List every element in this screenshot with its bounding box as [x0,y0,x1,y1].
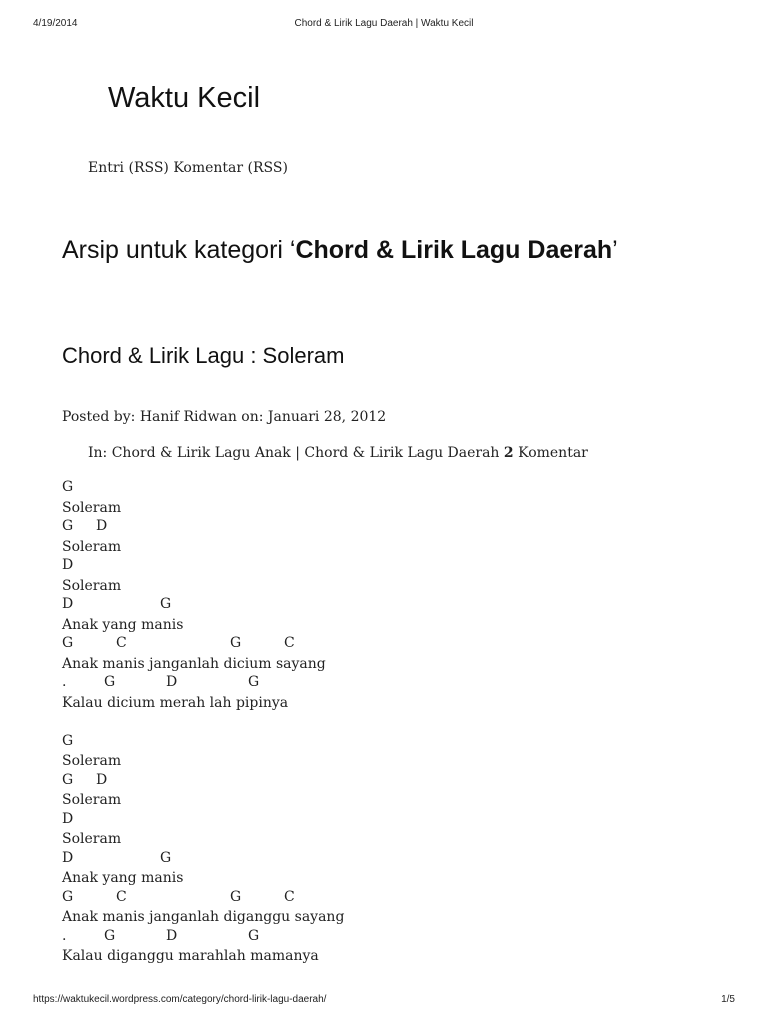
chord: D [96,771,108,788]
lyric-line: Anak yang manis [62,870,184,886]
lyric-line: Soleram [62,831,122,847]
lyric-line: Anak yang manis [62,616,184,633]
chord: G [62,732,74,749]
chord: G [62,888,74,905]
lyric-line: Soleram [62,538,122,555]
chord: D [62,596,74,612]
chord: D [62,810,74,827]
lyrics-body [62,479,344,967]
comment-label[interactable]: Komentar [513,445,588,461]
verse-2 [62,733,344,967]
chord-line [62,772,344,792]
post-title[interactable]: Chord & Lirik Lagu : Soleram [62,343,345,368]
print-url: https://waktukecil.wordpress.com/category/chord-lirik-lagu-daerah/ [33,994,327,1005]
lyric-line: Soleram [62,499,122,516]
lyric-line: Soleram [62,792,122,808]
chord-line [62,596,344,616]
post-categories-links[interactable]: In: Chord & Lirik Lagu Anak | Chord & Lirik Lagu Daerah [88,445,504,461]
print-footer [0,994,768,1008]
chord: C [284,635,295,651]
verse-1 [62,479,344,713]
chord: G [62,771,74,788]
chord: G [104,927,116,944]
chord-line [62,889,344,909]
print-page-title: Chord & Lirik Lagu Daerah | Waktu Kecil [294,18,474,29]
chord-line [62,557,344,577]
feed-links[interactable]: Entri (RSS) Komentar (RSS) [88,160,288,176]
chord-line [62,850,344,870]
chord: . [62,927,67,944]
chord: G [104,674,116,690]
chord: G [160,849,172,866]
archive-title-suffix: ’ [612,236,618,264]
chord: C [116,635,127,651]
lyric-line: Soleram [62,753,122,769]
archive-title [62,236,618,265]
lyric-line: Kalau diganggu marahlah mamanya [62,948,319,964]
chord: C [116,888,127,905]
chord: C [284,888,295,905]
lyric-line: Anak manis janganlah diganggu sayang [62,909,345,925]
lyric-line: Soleram [62,577,122,594]
chord-line [62,635,344,655]
chord-line [62,811,344,831]
archive-title-prefix: Arsip untuk kategori ‘ [62,236,296,264]
post-meta: Posted by: Hanif Ridwan on: Januari 28, 2012 [62,409,387,425]
chord: G [248,927,260,944]
chord: D [62,557,74,573]
chord: G [230,635,242,651]
chord: G [160,596,172,612]
chord: G [62,479,74,495]
chord: D [166,927,178,944]
chord-line [62,733,344,753]
print-header [0,18,768,32]
chord: D [62,849,74,866]
comment-count[interactable]: 2 [503,445,514,461]
lyric-line: Anak manis janganlah dicium sayang [62,655,326,672]
archive-category: Chord & Lirik Lagu Daerah [295,236,613,264]
chord-line [62,479,344,499]
chord: G [62,635,74,651]
chord: . [62,674,67,690]
post-categories [88,445,588,461]
lyric-line: Kalau dicium merah lah pipinya [62,694,289,711]
site-title[interactable]: Waktu Kecil [108,82,261,114]
chord: D [166,674,178,690]
chord: D [96,518,108,534]
chord-line [62,518,344,538]
chord: G [248,674,260,690]
chord: G [230,888,242,905]
chord-line [62,674,344,694]
print-date: 4/19/2014 [33,18,78,29]
chord: G [62,518,74,534]
chord-line [62,928,344,948]
print-page-number: 1/5 [721,994,735,1005]
